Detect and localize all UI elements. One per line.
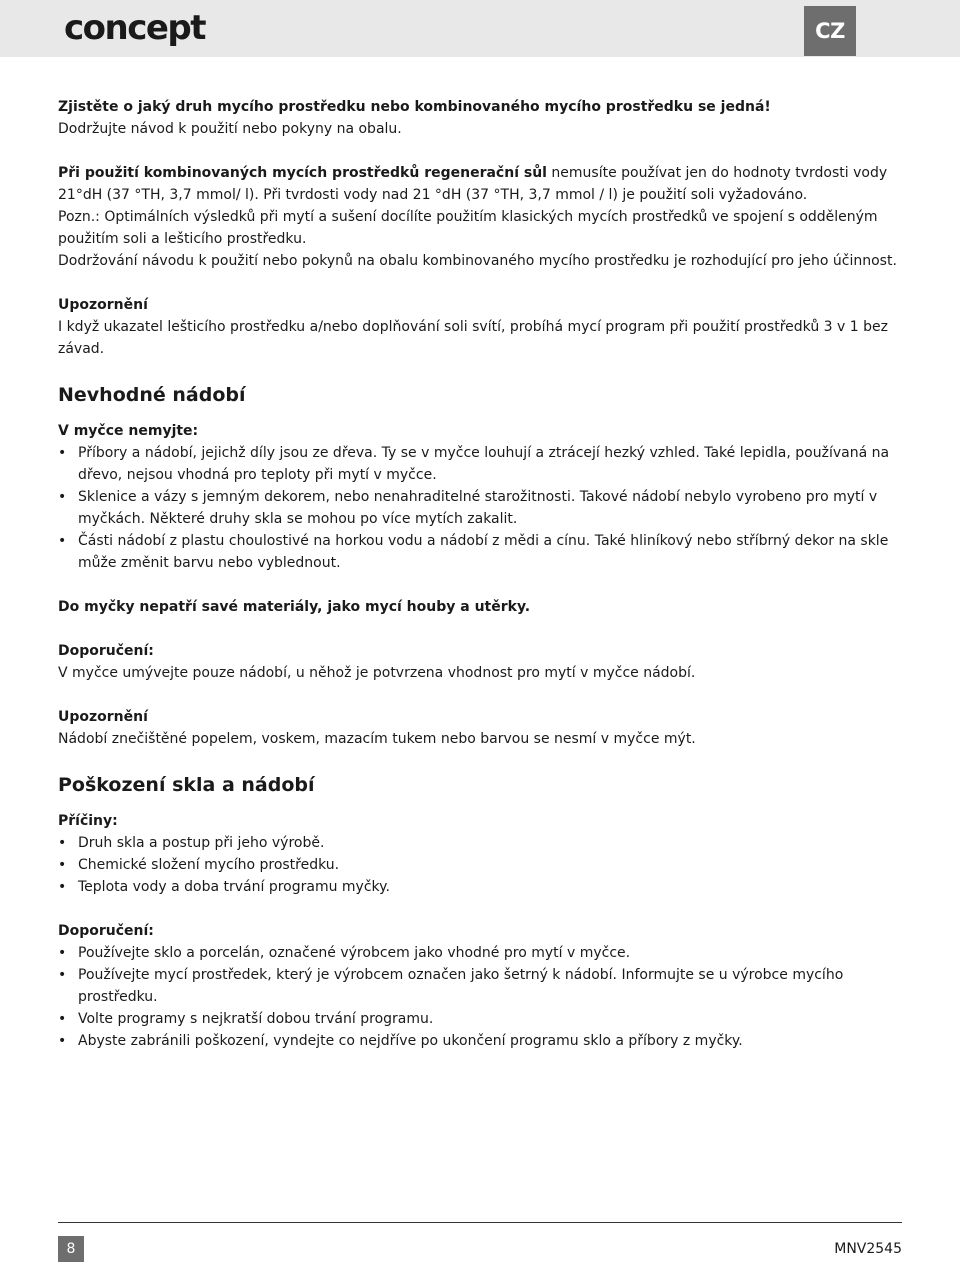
paragraph-detergent-type xyxy=(58,96,906,140)
list-item: • Části nádobí z plastu choulostivé na horkou vodu a nádobí z mědi a cínu. Také hliníkový nebo stříbrný dekor na skle může změnit barvu nebo vyblednout. xyxy=(58,530,906,574)
list-item: • Volte programy s nejkratší dobou trvání programu. xyxy=(58,1008,906,1030)
list-item: • Používejte sklo a porcelán, označené výrobcem jako vhodné pro mytí v myčce. xyxy=(58,942,906,964)
list-item: • Teplota vody a doba trvání programu myčky. xyxy=(58,876,906,898)
warning-title: Upozornění xyxy=(58,297,148,313)
list-item: • Chemické složení mycího prostředku. xyxy=(58,854,906,876)
list-item: • Druh skla a postup při jeho výrobě. xyxy=(58,832,906,854)
list-item: • Používejte mycí prostředek, který je výrobcem označen jako šetrný k nádobí. Informujte se u výrobce mycího prostředku. xyxy=(58,964,906,1008)
paragraph-instructions: Dodržování návodu k použití nebo pokynů na obalu kombinovaného mycího prostředku je rozhodující pro jeho účinnost. xyxy=(58,253,897,269)
list-item: • Sklenice a vázy s jemným dekorem, nebo nenahraditelné starožitnosti. Takové nádobí nebylo vyrobeno pro mytí v myčkách. Některé druhy skla se mohou po více mytích zakalit. xyxy=(58,486,906,530)
recommendation-title: Doporučení: xyxy=(58,643,154,659)
list-item: • Abyste zabránili poškození, vyndejte co nejdříve po ukončení programu sklo a příbory z myčky. xyxy=(58,1030,906,1052)
warning-text: Nádobí znečištěné popelem, voskem, mazacím tukem nebo barvou se nesmí v myčce mýt. xyxy=(58,731,696,747)
paragraph-bold: Při použití kombinovaných mycích prostředků regenerační sůl xyxy=(58,165,547,181)
section-title-glass-damage: Poškození skla a nádobí xyxy=(58,774,315,796)
recommendation-text: V myčce umývejte pouze nádobí, u něhož je potvrzena vhodnost pro mytí v myčce nádobí. xyxy=(58,665,696,681)
paragraph-text: nemusíte používat jen do hodnoty tvrdosti vody 21°dH (37 °TH, 3,7 mmol/ l). Při tvrdosti vody nad 21 °dH (37 °TH, 3,7 mmol / l) je použití soli vyžadováno. xyxy=(58,165,888,203)
recommendation-title: Doporučení: xyxy=(58,923,154,939)
footer-divider xyxy=(58,1222,902,1223)
unsuitable-dishes-list xyxy=(58,442,906,574)
section-title-unsuitable-dishes: Nevhodné nádobí xyxy=(58,384,246,406)
paragraph-note: Pozn.: Optimálních výsledků při mytí a sušení docílíte použitím klasických mycích prostředků ve spojení s odděleným použitím soli a lešticího prostředku. xyxy=(58,209,878,247)
page-header xyxy=(0,0,960,57)
warning-title: Upozornění xyxy=(58,709,148,725)
causes-list xyxy=(58,832,906,898)
absorbent-materials-note: Do myčky nepatří savé materiály, jako mycí houby a utěrky. xyxy=(58,599,531,615)
document-body xyxy=(58,96,906,1052)
section-subtitle: V myčce nemyjte: xyxy=(58,423,199,439)
page-number: 8 xyxy=(58,1236,84,1262)
recommendations-list xyxy=(58,942,906,1052)
brand-logo: concept xyxy=(64,8,206,48)
model-number: MNV2545 xyxy=(834,1241,902,1257)
paragraph-salt xyxy=(58,162,906,206)
warning-text: I když ukazatel lešticího prostředku a/nebo doplňování soli svítí, probíhá mycí program při použití prostředků 3 v 1 bez závad. xyxy=(58,319,888,357)
section-subtitle: Příčiny: xyxy=(58,813,118,829)
list-item: • Příbory a nádobí, jejichž díly jsou ze dřeva. Ty se v myčce louhují a ztrácejí hezký vzhled. Také lepidla, používaná na dřevo, nejsou vhodná pro teploty při mytí v myčce. xyxy=(58,442,906,486)
language-badge: CZ xyxy=(804,6,856,56)
paragraph-text: Dodržujte návod k použití nebo pokyny na obalu. xyxy=(58,121,402,137)
paragraph-bold: Zjistěte o jaký druh mycího prostředku nebo kombinovaného mycího prostředku se jedná! xyxy=(58,99,771,115)
